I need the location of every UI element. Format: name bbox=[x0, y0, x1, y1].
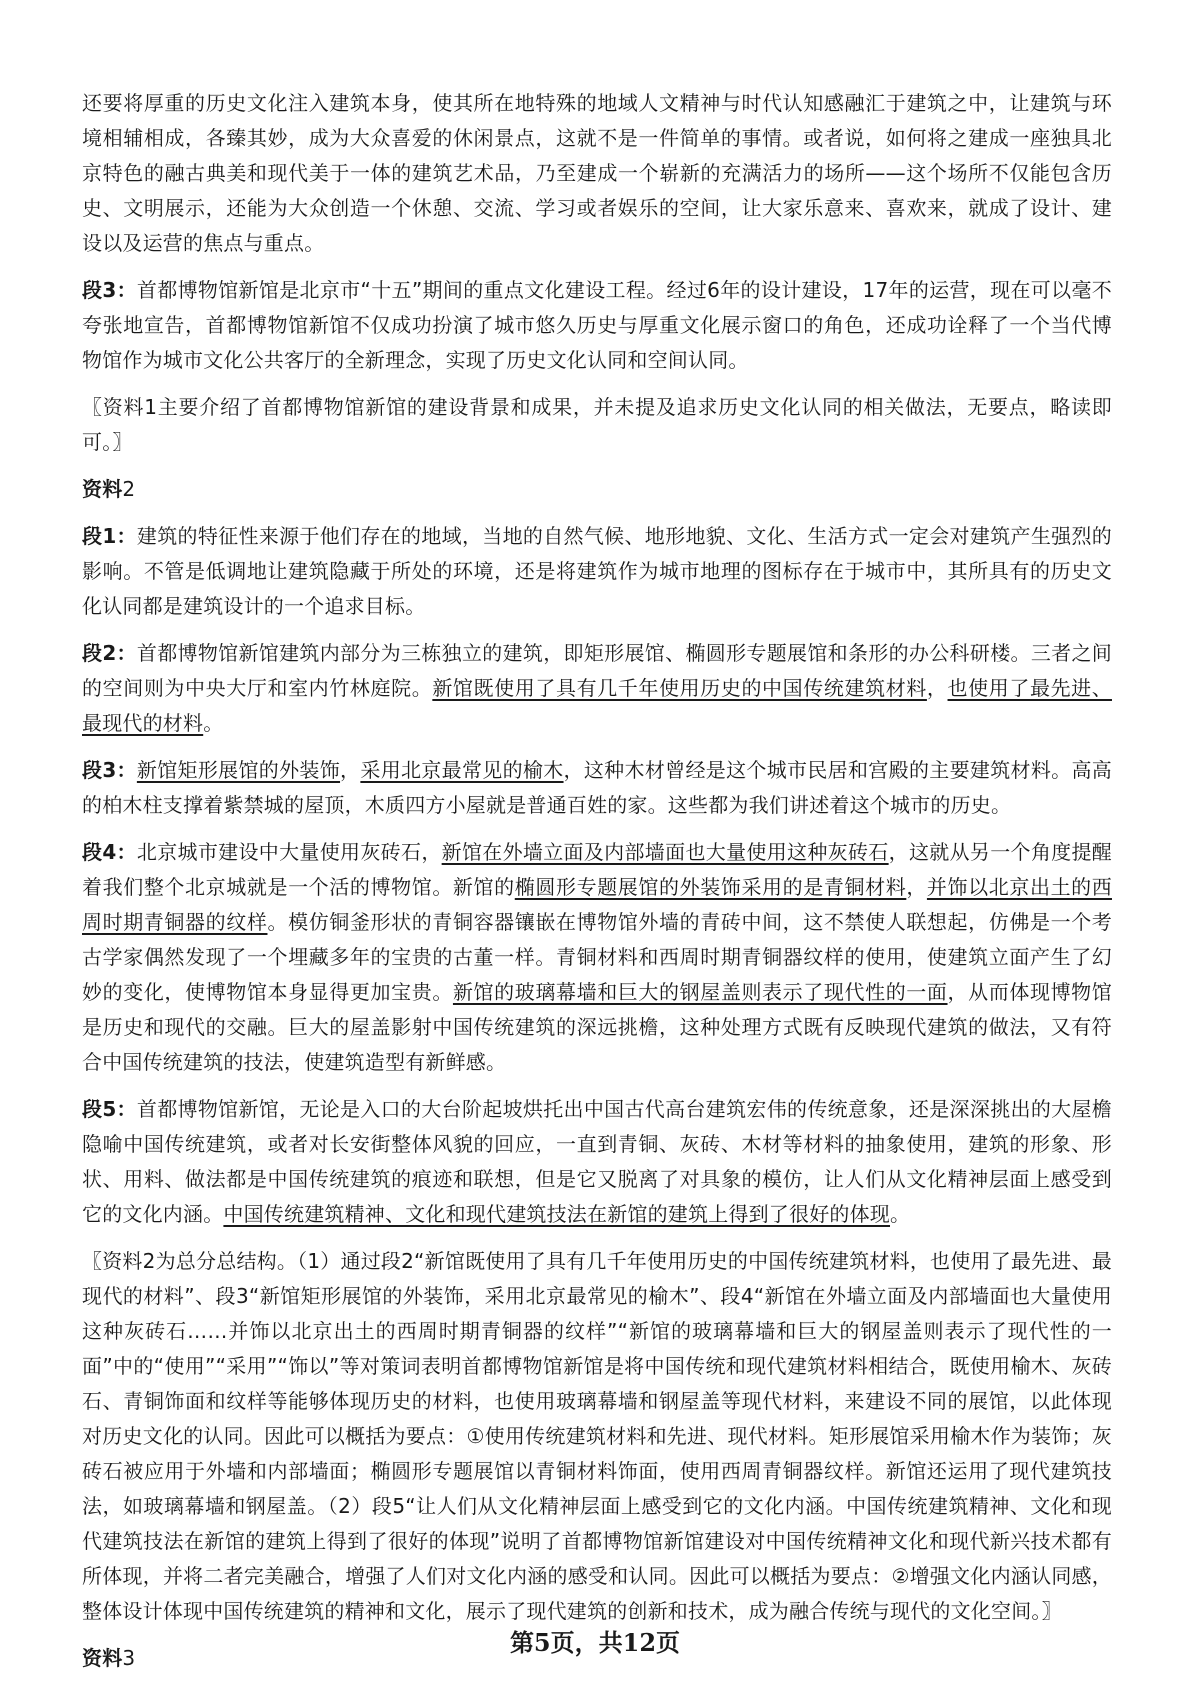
paragraph-text: ，这种木材曾经是这个城市民居和宫殿的主要建筑材料。高高的柏木柱支撑着紫禁城的屋顶，木质四方小屋就是普通百姓的家。这些都为我们讲述着这个城市的历史。 bbox=[82, 758, 1112, 817]
paragraph-text: 首都博物馆新馆是北京市“十五”期间的重点文化建设工程。经过6年的设计建设，17年的运营，现在可以毫不夸张地宣告，首都博物馆新馆不仅成功扮演了城市悠久历史与厚重文化展示窗口的角色，还成功诠释了一个当代博物馆作为城市文化公共客厅的全新理念，实现了历史文化认同和空间认同。 bbox=[82, 278, 1112, 372]
page-footer: 第5页，共12页 bbox=[509, 1628, 681, 1657]
paragraph-label: 段3： bbox=[82, 758, 137, 782]
underlined-key-phrase: 也使用了最先进、最现代的材料 bbox=[82, 676, 1112, 735]
paragraph-text: ， bbox=[926, 676, 948, 700]
paragraph-text: 首都博物馆新馆，无论是入口的大台阶起坡烘托出中国古代高台建筑宏伟的传统意象，还是深深挑出的大屋檐隐喻中国传统建筑，或者对长安街整体风貌的回应，一直到青铜、灰砖、木材等材料的抽象使用，建筑的形象、形状、用料、做法都是中国传统建筑的痕迹和联想，但是它又脱离了对具象的模仿，让人们从文化精神层面上感受到它的文化内涵。 bbox=[82, 1097, 1112, 1226]
underlined-key-phrase: 新馆既使用了具有几千年使用历史的中国传统建筑材料 bbox=[432, 676, 927, 700]
paragraph-text: 。 bbox=[890, 1202, 911, 1226]
paragraph-text: 。 bbox=[203, 711, 224, 735]
underlined-key-phrase: 中国传统建筑精神、文化和现代建筑技法在新馆的建筑上得到了很好的体现 bbox=[223, 1202, 891, 1226]
underlined-key-phrase: 椭圆形专题展馆的外装饰采用的是青铜材料 bbox=[514, 875, 907, 899]
underlined-key-phrase: 采用北京最常见的榆木 bbox=[360, 758, 564, 782]
paragraph-text: ， bbox=[906, 875, 927, 899]
underlined-key-phrase: 新馆矩形展馆的外装饰 bbox=[136, 758, 341, 782]
analysis-note-material1: 〖资料1主要介绍了首都博物馆新馆的建设背景和成果，并未提及追求历史文化认同的相关做法，无要点，略读即可。〗 bbox=[82, 395, 1112, 454]
paragraph-intro: 还要将厚重的历史文化注入建筑本身，使其所在地特殊的地域人文精神与时代认知感融汇于建筑之中，让建筑与环境相辅相成，各臻其妙，成为大众喜爱的休闲景点，这就不是一件简单的事情。或者说，如何将之建成一座独具北京特色的融古典美和现代美于一体的建筑艺术品，乃至建成一个崭新的充满活力的场所——这个场所不仅能包含历史、文明展示，还能为大众创造一个休憩、交流、学习或者娱乐的空间，让大家乐意来、喜欢来，就成了设计、建设以及运营的焦点与重点。 bbox=[82, 91, 1112, 255]
paragraph-text: ，这就从另一个角度提醒着我们整个北京城就是一个活的博物馆。新馆的 bbox=[82, 840, 1112, 899]
paragraph-text: ， bbox=[340, 758, 361, 782]
material1-paragraph3 bbox=[82, 273, 1112, 378]
document-body bbox=[82, 86, 1112, 1676]
paragraph-text: 北京城市建设中大量使用灰砖石， bbox=[136, 840, 442, 864]
analysis-note-material2: 〖资料2为总分总结构。（1）通过段2“新馆既使用了具有几千年使用历史的中国传统建筑材料，也使用了最先进、最现代的材料”、段3“新馆矩形展馆的外装饰，采用北京最常见的榆木”、段4“新馆在外墙立面及内部墙面也大量使用这种灰砖石……并饰以北京出土的西周时期青铜器的纹样”“新馆的玻璃幕墙和巨大的钢屋盖则表示了现代性的一面”中的“使用”“采用”“饰以”等对策词表明首都博物馆新馆是将中国传统和现代建筑材料相结合，既使用榆木、灰砖石、青铜饰面和纹样等能够体现历史的材料，也使用玻璃幕墙和钢屋盖等现代材料，来建设不同的展馆，以此体现对历史文化的认同。因此可以概括为要点：①使用传统建筑材料和先进、现代材料。矩形展馆采用榆木作为装饰；灰砖石被应用于外墙和内部墙面；椭圆形专题展馆以青铜材料饰面，使用西周青铜器纹样。新馆还运用了现代建筑技法，如玻璃幕墙和钢屋盖。（2）段5“让人们从文化精神层面上感受到它的文化内涵。中国传统建筑精神、文化和现代建筑技法在新馆的建筑上得到了很好的体现”说明了首都博物馆新馆建设对中国传统精神文化和现代新兴技术都有所体现，并将二者完美融合，增强了人们对文化内涵的感受和认同。因此可以概括为要点：②增强文化内涵认同感，整体设计体现中国传统建筑的精神和文化，展示了现代建筑的创新和技术，成为融合传统与现代的文化空间。〗 bbox=[82, 1249, 1112, 1623]
material2-paragraph4 bbox=[82, 835, 1112, 1080]
heading-text: 资料 bbox=[82, 477, 123, 501]
section-heading-material2 bbox=[82, 472, 1112, 507]
paragraph-label: 段3： bbox=[82, 278, 137, 302]
underlined-key-phrase: 新馆在外墙立面及内部墙面也大量使用这种灰砖石 bbox=[441, 840, 889, 864]
material2-paragraph3 bbox=[82, 753, 1112, 823]
paragraph-label: 段5： bbox=[82, 1097, 137, 1121]
material2-paragraph2 bbox=[82, 636, 1112, 741]
paragraph-text: 建筑的特征性来源于他们存在的地域，当地的自然气候、地形地貌、文化、生活方式一定会对建筑产生强烈的影响。不管是低调地让建筑隐藏于所处的环境，还是将建筑作为城市地理的图标存在于城市中，其所具有的历史文化认同都是建筑设计的一个追求目标。 bbox=[82, 524, 1112, 618]
paragraph-label: 段1： bbox=[82, 524, 137, 548]
underlined-key-phrase: 并饰以北京出土的西周时期青铜器的纹样 bbox=[82, 875, 1112, 934]
paragraph-text: ，从而体现博物馆是历史和现代的交融。巨大的屋盖影射中国传统建筑的深远挑檐，这种处理方式既有反映现代建筑的做法，又有符合中国传统建筑的技法，使建筑造型有新鲜感。 bbox=[82, 980, 1112, 1074]
paragraph-label: 段2： bbox=[82, 641, 137, 665]
material2-paragraph5 bbox=[82, 1092, 1112, 1232]
underlined-key-phrase: 新馆的玻璃幕墙和巨大的钢屋盖则表示了现代性的一面 bbox=[452, 980, 948, 1004]
paragraph-text: 首都博物馆新馆建筑内部分为三栋独立的建筑，即矩形展馆、椭圆形专题展馆和条形的办公科研楼。三者之间的空间则为中央大厅和室内竹林庭院。 bbox=[82, 641, 1112, 700]
heading-number: 2 bbox=[122, 477, 136, 501]
heading-text: 资料 bbox=[82, 1646, 123, 1670]
heading-number: 3 bbox=[122, 1646, 136, 1670]
paragraph-label: 段4： bbox=[82, 840, 137, 864]
paragraph-text: 。模仿铜釜形状的青铜容器镶嵌在博物馆外墙的青砖中间，这不禁使人联想起，仿佛是一个考古学家偶然发现了一个埋藏多年的宝贵的古董一样。青铜材料和西周时期青铜器纹样的使用，使建筑立面产生了幻妙的变化，使博物馆本身显得更加宝贵。 bbox=[82, 910, 1112, 1004]
material2-paragraph1 bbox=[82, 519, 1112, 624]
